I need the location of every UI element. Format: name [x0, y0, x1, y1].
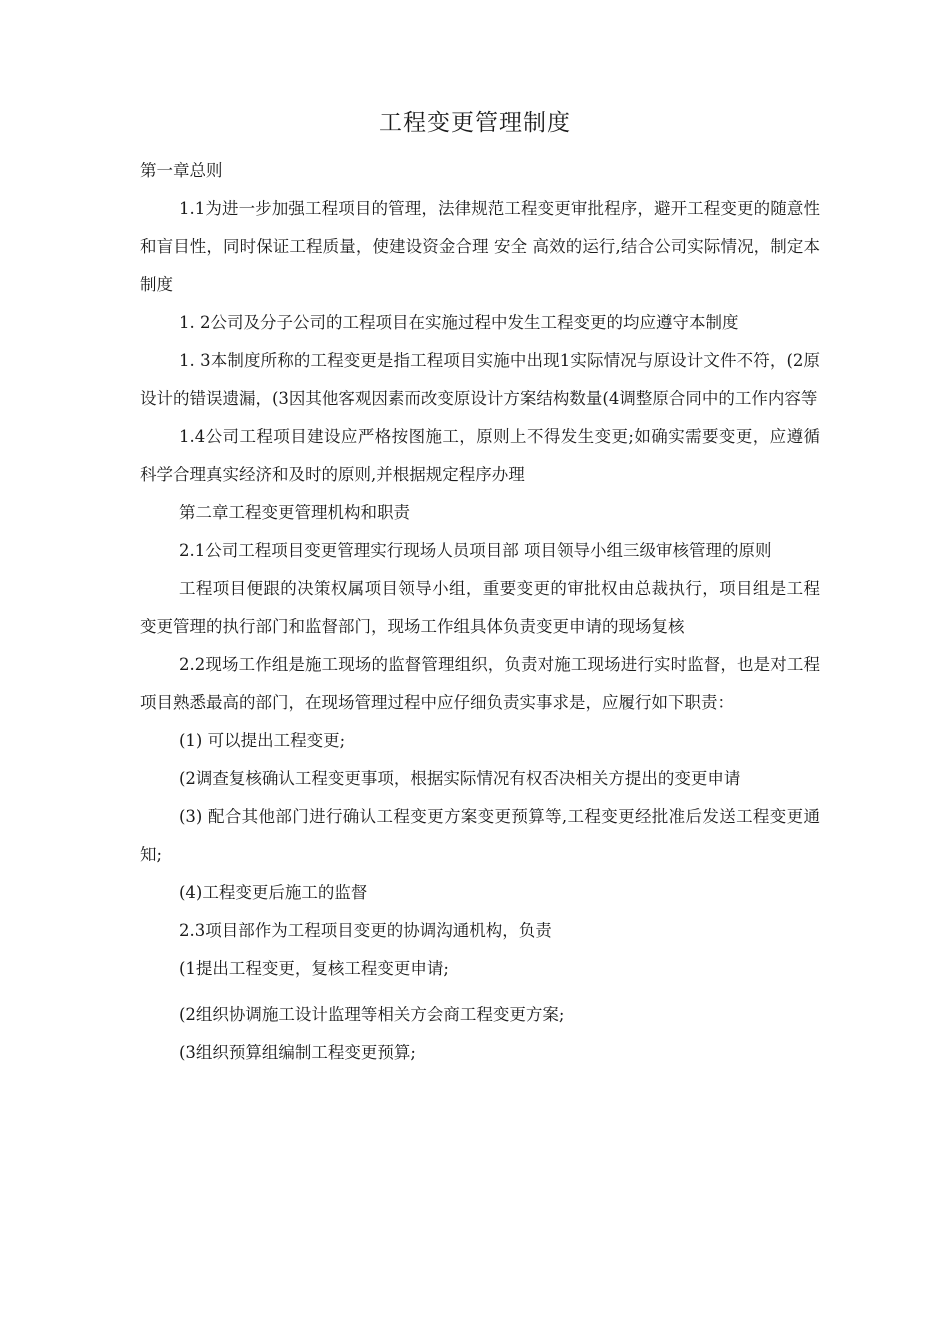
paragraph-2-1: 2.1公司工程项目变更管理实行现场人员项目部 项目领导小组三级审核管理的原则: [179, 541, 772, 560]
chapter-1-heading: 第一章总则: [140, 161, 223, 180]
chapter-2-heading: 第二章工程变更管理机构和职责: [179, 503, 410, 522]
paragraph-1-1: 1.1为进一步加强工程项目的管理，法律规范工程变更审批程序，避开工程变更的随意性和盲目性，同时保证工程质量，使建设资金合理 安全 高效的运行,结合公司实际情况，制定本制度: [140, 199, 820, 294]
responsibility-item-2: (2组织协调施工设计监理等相关方会商工程变更方案;: [179, 1005, 565, 1024]
paragraph-1-4: 1.4公司工程项目建设应严格按图施工，原则上不得发生变更;如确实需要变更，应遵循科学合理真实经济和及时的原则,并根据规定程序办理: [140, 427, 820, 484]
duty-item-2: (2调查复核确认工程变更事项，根据实际情况有权否决相关方提出的变更申请: [179, 769, 741, 788]
responsibility-item-1: (1提出工程变更，复核工程变更申请;: [179, 959, 449, 978]
duty-item-4: (4)工程变更后施工的监督: [179, 883, 368, 902]
duty-item-3: (3) 配合其他部门进行确认工程变更方案变更预算等,工程变更经批准后发送工程变更通知;: [140, 807, 820, 864]
paragraph-2-1-detail: 工程项目便跟的决策权属项目领导小组，重要变更的审批权由总裁执行，项目组是工程变更管理的执行部门和监督部门，现场工作组具体负责变更申请的现场复核: [140, 579, 820, 636]
paragraph-2-3: 2.3项目部作为工程项目变更的协调沟通机构，负责: [179, 921, 552, 940]
responsibility-item-3: (3组织预算组编制工程变更预算;: [179, 1043, 416, 1062]
paragraph-1-2: 1. 2公司及分子公司的工程项目在实施过程中发生工程变更的均应遵守本制度: [179, 313, 739, 332]
document-body: [140, 152, 820, 1072]
paragraph-2-2: 2.2现场工作组是施工现场的监督管理组织，负责对施工现场进行实时监督，也是对工程项目熟悉最高的部门，在现场管理过程中应仔细负责实事求是，应履行如下职责：: [140, 655, 820, 712]
document-title: 工程变更管理制度: [379, 110, 571, 136]
duty-item-1: (1) 可以提出工程变更;: [179, 731, 346, 750]
paragraph-1-3: 1. 3本制度所称的工程变更是指工程项目实施中出现1实际情况与原设计文件不符，(2原设计的错误遗漏，(3因其他客观因素而改变原设计方案结构数量(4调整原合同中的工作内容等: [140, 351, 820, 408]
